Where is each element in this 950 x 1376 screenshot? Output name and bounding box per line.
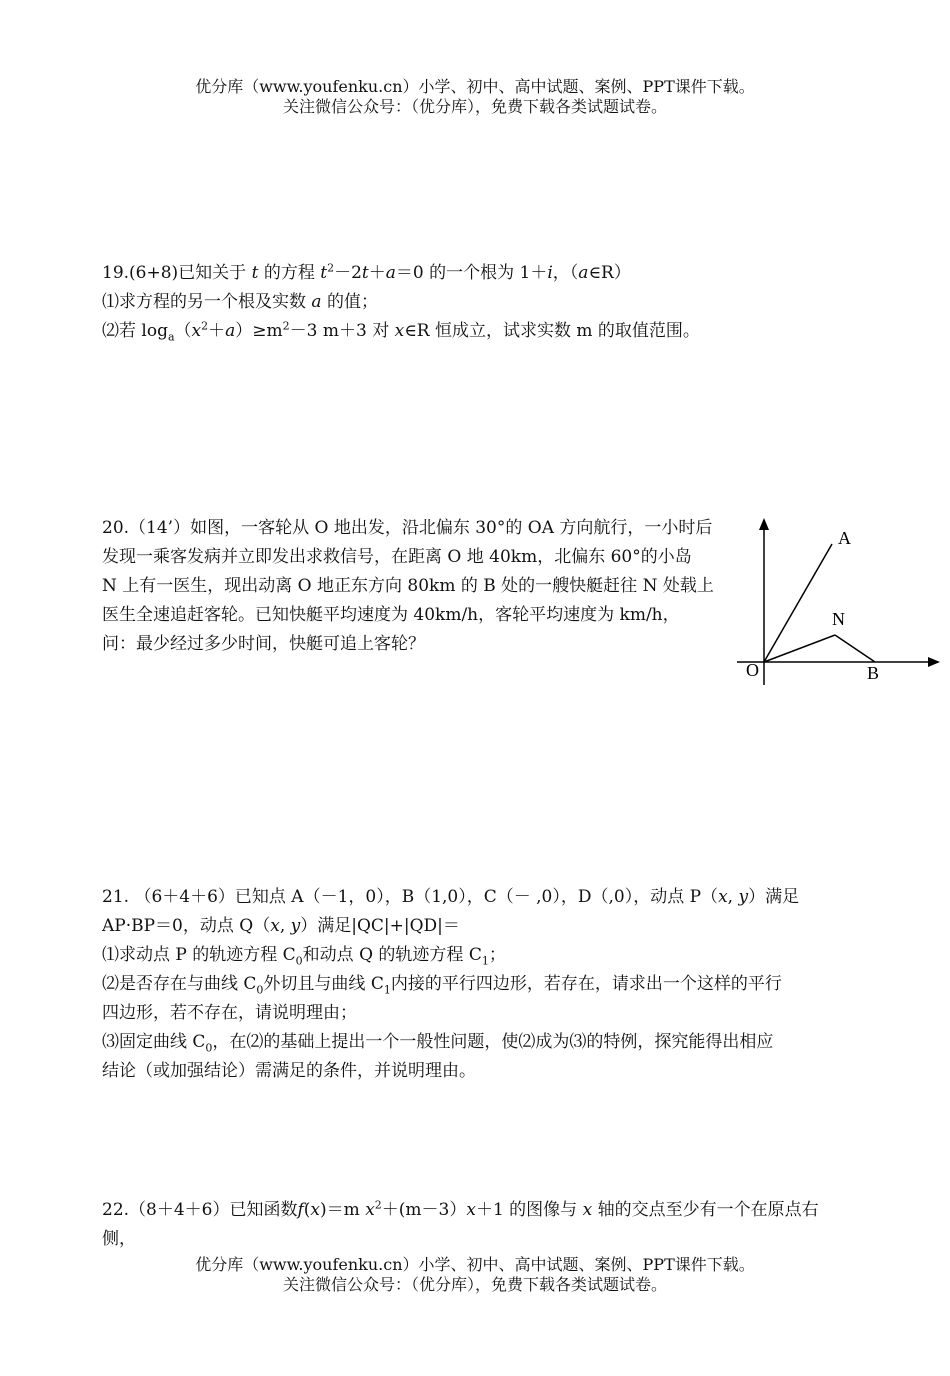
q20-line-2: 发现一乘客发病并立即发出求救信号，在距离 O 地 40km，北偏东 60°的小岛 xyxy=(102,547,692,567)
q19-part-1: ⑴求方程的另一个根及实数 a 的值； xyxy=(102,292,378,312)
q21-part-2-cont: 四边形，若不存在，请说明理由； xyxy=(102,1003,357,1023)
q20-line-5: 问：最少经过多少时间，快艇可追上客轮？ xyxy=(102,634,425,654)
label-N: N xyxy=(832,609,845,629)
line-NB xyxy=(835,635,875,662)
page-header xyxy=(0,77,950,117)
east-arrow-icon xyxy=(928,657,940,667)
question-19 xyxy=(102,259,872,346)
q22-line-1: 22.（8＋4＋6）已知函数f(x)＝m $x^2+(m-3)x+1$ 的图像与 x 轴的交点至少有一个在原点右 xyxy=(102,1198,819,1220)
q22-line-2: 侧， xyxy=(102,1229,136,1249)
footer-line-2: 关注微信公众号：（优分库），免费下载各类试题试卷。 xyxy=(282,1275,667,1294)
q20-figure xyxy=(735,515,945,690)
line-ON xyxy=(764,635,835,662)
label-O: O xyxy=(746,660,759,680)
q21-line-2: AP·BP＝0，动点 Q（x, y）满足|QC|+|QD|＝ xyxy=(102,916,460,936)
q21-part-3-cont: 结论（或加强结论）需满足的条件，并说明理由。 xyxy=(102,1061,476,1081)
header-line-2: 关注微信公众号：（优分库），免费下载各类试题试卷。 xyxy=(282,97,667,116)
page-footer xyxy=(0,1255,950,1295)
q20-line-3: N 上有一医生，现出动离 O 地正东方向 80km 的 B 处的一艘快艇赶往 N 处载上 xyxy=(102,576,714,596)
q21-part-2: ⑵是否存在与曲线 $C_0$外切且与曲线 $C_1$内接的平行四边形，若存在，请求出一个这样的平行 xyxy=(102,974,782,997)
q19-part-2: ⑵若 $\log_a(x^2+a)\ge m^2-3$ m＋3 对 x∈R 恒成立，试求实数 m 的取值范围。 xyxy=(102,319,700,344)
q19-stem: 19.(6+8)已知关于 t 的方程 $t^2-2t+a=0$ 的一个根为 1＋i，（a∈R） xyxy=(102,261,631,283)
north-arrow-icon xyxy=(759,518,769,530)
q21-line-1: 21. （6＋4＋6）已知点 A（－1，0），B（1,0），C（－ ,0），D（,0），动点 P（x, y）满足 xyxy=(102,887,800,907)
q20-line-1: 20.（14’）如图，一客轮从 O 地出发，沿北偏东 30°的 OA 方向航行，一小时后 xyxy=(102,518,713,538)
q21-part-3: ⑶固定曲线 $C_0$，在⑵的基础上提出一个一般性问题，使⑵成为⑶的特例，探究能得出相应 xyxy=(102,1032,774,1055)
line-OA xyxy=(764,544,832,662)
label-A: A xyxy=(838,528,851,548)
question-22 xyxy=(102,1196,872,1254)
q20-line-4: 医生全速追赶客轮。已知快艇平均速度为 40km/h，客轮平均速度为 km/h， xyxy=(102,605,680,625)
question-21 xyxy=(102,883,872,1086)
header-line-1: 优分库（www.youfenku.cn）小学、初中、高中试题、案例、PPT课件下载。 xyxy=(195,77,755,96)
question-20 xyxy=(102,514,752,659)
footer-line-1: 优分库（www.youfenku.cn）小学、初中、高中试题、案例、PPT课件下载。 xyxy=(195,1255,755,1274)
label-B: B xyxy=(867,663,880,683)
q21-part-1: ⑴求动点 P 的轨迹方程 $C_0$和动点 Q 的轨迹方程 $C_1$； xyxy=(102,945,506,968)
